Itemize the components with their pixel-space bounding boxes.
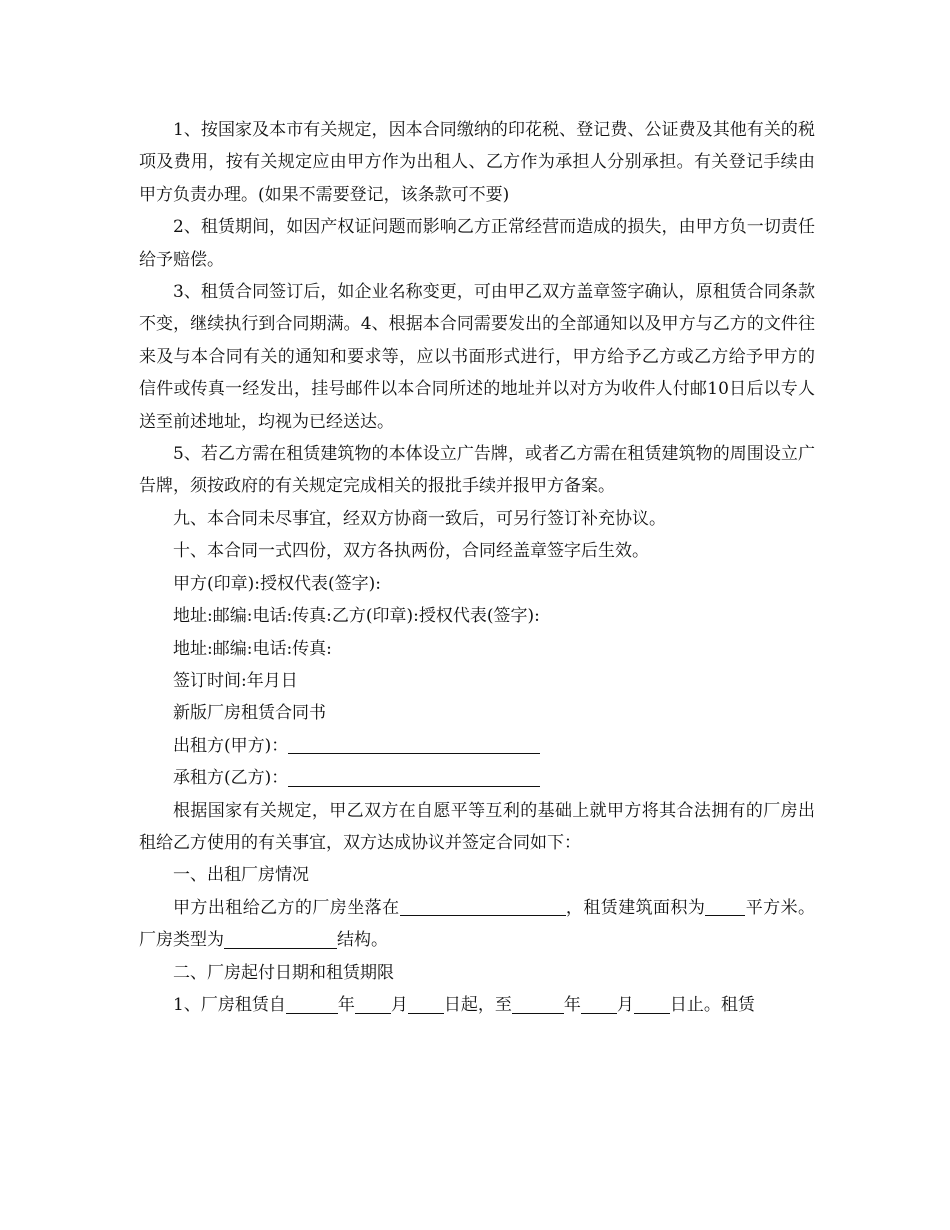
clause-ten: 十、本合同一式四份，双方各执两份，合同经盖章签字后生效。 <box>173 541 649 562</box>
start-month-blank <box>355 995 391 1014</box>
term-prefix: 1、厂房租赁自 <box>173 994 286 1015</box>
end-month-blank <box>581 995 617 1014</box>
end-year-label: 年 <box>563 994 581 1015</box>
start-year-label: 年 <box>337 994 355 1015</box>
end-year-blank <box>512 995 564 1014</box>
address-and-party-b-line: 地址:邮编:电话:传真:乙方(印章):授权代表(签字): <box>173 606 540 627</box>
clause-name-change-notices: 3、租赁合同签订后，如企业名称变更，可由甲乙双方盖章签字确认，原租赁合同条款不变，继续执行到合同期满。4、根据本合同需要发出的全部通知以及甲方与乙方的文件往来及与本合同有关的通知和要求等，应以书面形式进行，甲方给予乙方或乙方给予甲方的信件或传真一经发出，挂号邮件以本合同所述的地址并以对方为收件人付邮10日后以专人送至前述地址，均视为已经送达。 <box>139 282 815 432</box>
clause-property-loss: 2、租赁期间，如因产权证问题而影响乙方正常经营而造成的损失，由甲方负一切责任给予赔偿。 <box>139 217 815 270</box>
lessee-line <box>139 762 815 794</box>
area-label: ，租赁建筑面积为 <box>565 897 706 918</box>
structure-label: 结构。 <box>337 930 388 951</box>
section-two-heading: 二、厂房起付日期和租赁期限 <box>173 962 394 983</box>
section-one-text <box>139 892 815 957</box>
lessor-line <box>139 730 815 762</box>
lessee-label: 承租方(乙方)： <box>173 768 289 789</box>
area-blank <box>705 898 745 917</box>
preamble: 根据国家有关规定，甲乙双方在自愿平等互利的基础上就甲方将其合法拥有的厂房出租给乙方使用的有关事宜，双方达成协议并签定合同如下： <box>139 800 815 853</box>
start-month-label: 月 <box>390 994 408 1015</box>
clause-advertising: 5、若乙方需在租赁建筑物的本体设立广告牌，或者乙方需在租赁建筑物的周围设立广告牌，须按政府的有关规定完成相关的报批手续并报甲方备案。 <box>139 444 815 497</box>
contract-title: 新版厂房租赁合同书 <box>173 703 326 724</box>
signing-date-line: 签订时间:年月日 <box>173 670 298 691</box>
type-label: 平方米。厂房类型为 <box>139 897 816 951</box>
end-day-blank <box>634 995 670 1014</box>
lessor-blank <box>288 736 540 755</box>
structure-blank <box>224 930 337 949</box>
lessee-blank <box>288 768 540 787</box>
contract-body <box>139 114 815 1021</box>
start-year-blank <box>286 995 338 1014</box>
section-two-item-one <box>139 989 815 1021</box>
start-day-label: 日起，至 <box>443 994 512 1015</box>
start-day-blank <box>408 995 444 1014</box>
party-a-signature-line: 甲方(印章):授权代表(签字): <box>173 573 381 594</box>
end-day-label: 日止。租赁 <box>669 994 755 1015</box>
section-one-heading: 一、出租厂房情况 <box>173 865 309 886</box>
clause-nine: 九、本合同未尽事宜，经双方协商一致后，可另行签订补充协议。 <box>173 508 666 529</box>
end-month-label: 月 <box>616 994 634 1015</box>
location-blank <box>400 898 566 917</box>
location-label: 甲方出租给乙方的厂房坐落在 <box>173 897 400 918</box>
clause-tax-fees: 1、按国家及本市有关规定，因本合同缴纳的印花税、登记费、公证费及其他有关的税项及费用，按有关规定应由甲方作为出租人、乙方作为承担人分别承担。有关登记手续由甲方负责办理。(如果不需要登记，该条款可不要) <box>139 120 815 205</box>
lessor-label: 出租方(甲方)： <box>173 735 289 756</box>
address-line: 地址:邮编:电话:传真: <box>173 638 332 659</box>
